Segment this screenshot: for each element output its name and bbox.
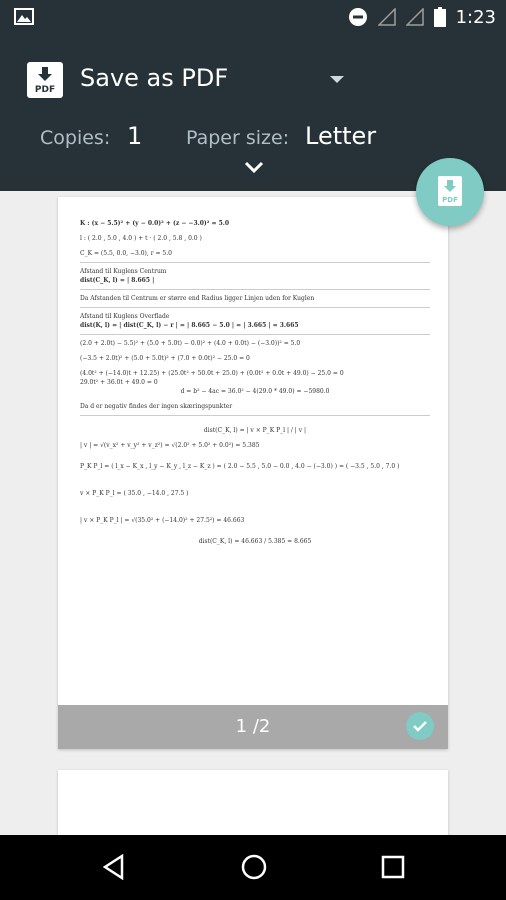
doc-line: (2.0 + 2.0t) − 5.5)² + (5.0 + 5.0t) − 0.0)² + (4.0 + 0.0t) − (−3.0))² = 5.0 xyxy=(80,340,301,347)
wifi-signal-icon xyxy=(406,8,424,26)
image-notification-icon xyxy=(14,8,34,25)
paper-size-label: Paper size: xyxy=(186,127,290,149)
page-selected-checkbox[interactable] xyxy=(406,712,434,740)
doc-line: dist(K, l) = | dist(C_K, l) − r | = | 8.665 − 5.0 | = | 3.665 | = 3.665 xyxy=(80,322,299,329)
copies-input[interactable]: 1 xyxy=(127,122,143,150)
doc-line: Afstand til Kuglens Overflade xyxy=(80,313,170,320)
document-content xyxy=(80,219,430,546)
doc-line: K : (x − 5.5)² + (y − 0.0)² + (z − −3.0)² = 5.0 xyxy=(80,220,230,227)
clock: 1:23 xyxy=(455,6,496,28)
status-bar xyxy=(0,0,506,34)
home-icon[interactable] xyxy=(240,853,268,881)
expand-options-icon[interactable] xyxy=(243,160,265,174)
recent-apps-icon[interactable] xyxy=(381,855,405,879)
svg-text:PDF: PDF xyxy=(442,196,458,204)
doc-line: C_K = (5.5, 0.0, −3.0), r = 5.0 xyxy=(80,250,172,257)
pdf-file-icon xyxy=(27,62,63,98)
check-icon xyxy=(406,712,434,740)
doc-line: Afstand til Kuglens Centrum xyxy=(80,268,167,275)
doc-line: (−3.5 + 2.0t)² + (5.0 + 5.0t)² + (7.0 + 0.0t)² − 25.0 = 0 xyxy=(80,355,250,362)
destination-dropdown-icon[interactable] xyxy=(330,76,344,83)
doc-line: d = b² − 4ac = 36.0² − 4(29.0 * 49.0) = −5980.0 xyxy=(180,388,330,395)
doc-line: l : ( 2.0 , 5.0 , 4.0 ) + t · ( 2.0 , 5.8 , 0.0 ) xyxy=(80,235,202,242)
doc-line: | v | = √(v_x² + v_y² + v_z²) = √(2.0² + 5.0² + 0.0²) = 5.385 xyxy=(80,442,260,449)
navigation-bar xyxy=(0,835,506,900)
save-pdf-button[interactable] xyxy=(416,158,484,226)
do-not-disturb-icon xyxy=(348,7,368,27)
doc-line: v × P_K P_l = ( 35.0 , −14.0 , 27.5 ) xyxy=(80,490,189,497)
signal-icon xyxy=(378,8,396,26)
page-footer xyxy=(58,705,448,749)
svg-text:PDF: PDF xyxy=(34,85,56,95)
destination-selector[interactable]: Save as PDF xyxy=(80,64,229,92)
doc-line: dist(C_K, l) = 46.663 / 5.385 = 8.665 xyxy=(198,538,312,545)
doc-line: Da Afstanden til Centrum er større end Radius ligger Linjen uden for Kuglen xyxy=(80,295,315,302)
paper-size-selector[interactable]: Letter xyxy=(305,122,377,150)
doc-line: dist(C_K, l) = | v × P_K P_l | / | v | xyxy=(203,427,307,434)
pdf-download-icon xyxy=(438,176,462,206)
back-icon[interactable] xyxy=(102,854,126,880)
page-indicator: 1 /2 xyxy=(235,716,271,737)
doc-line: | v × P_K P_l | = √(35.0² + (−14.0)² + 27.5²) = 46.663 xyxy=(80,517,245,524)
doc-line: Da d er negativ findes der ingen skæringspunkter xyxy=(80,403,233,410)
page-preview-1[interactable] xyxy=(58,197,448,749)
battery-icon xyxy=(434,7,446,27)
doc-line: (4.0t² + (−14.0)t + 12.25) + (25.0t² + 50.0t + 25.0) + (0.0t² + 0.0t + 49.0) − 25.0 = 0 xyxy=(80,370,344,377)
doc-line: 29.0t² + 36.0t + 49.0 = 0 xyxy=(80,379,158,386)
doc-line: dist(C_K, l) = | 8.665 | xyxy=(80,277,155,284)
copies-label: Copies: xyxy=(40,127,111,149)
doc-line: P_K P_l = ( l_x − K_x , l_y − K_y , l_z − K_z ) = ( 2.0 − 5.5 , 5.0 − 0.0 , 4.0 − (−3.0) ) = ( −3.5 , 5.0 , 7.0 ) xyxy=(80,463,400,470)
